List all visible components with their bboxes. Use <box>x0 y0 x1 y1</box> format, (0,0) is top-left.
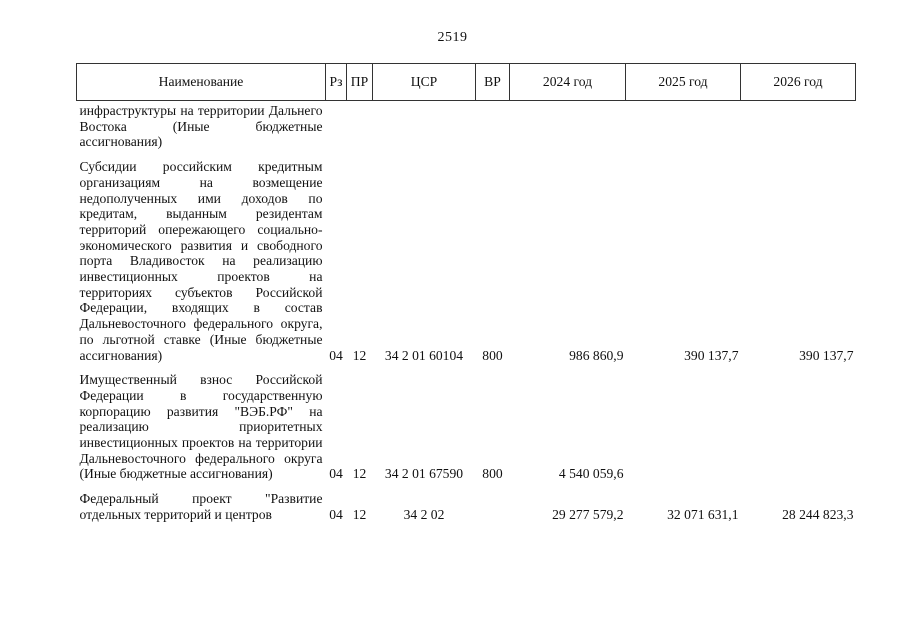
budget-table <box>76 63 856 523</box>
header-name: Наименование <box>77 64 326 101</box>
table-row <box>77 150 856 363</box>
row-pr: 12 <box>352 347 367 363</box>
row-csr <box>373 101 476 151</box>
row-2025 <box>626 101 741 151</box>
row-2026: 390 137,7 <box>799 347 854 363</box>
row-rz: 04 <box>329 466 343 482</box>
header-pr: ПР <box>347 64 373 101</box>
table-header-row <box>77 64 856 101</box>
row-2025: 32 071 631,1 <box>667 506 739 522</box>
page-number: 2519 <box>437 30 468 45</box>
row-name: Федеральный проект "Развитие отдельных территорий и центров <box>79 491 323 522</box>
row-2025 <box>626 363 741 482</box>
header-vr: ВР <box>476 64 510 101</box>
row-vr <box>476 101 510 151</box>
row-2026 <box>741 101 856 151</box>
header-csr: ЦСР <box>373 64 476 101</box>
row-csr: 34 2 01 67590 <box>384 466 464 482</box>
row-2025: 390 137,7 <box>684 347 739 363</box>
header-2024: 2024 год <box>510 64 626 101</box>
header-rz: Рз <box>326 64 347 101</box>
header-2025: 2025 год <box>626 64 741 101</box>
row-pr: 12 <box>352 506 367 522</box>
row-rz: 04 <box>329 347 343 363</box>
row-vr <box>476 482 510 522</box>
table-row <box>77 363 856 482</box>
row-pr: 12 <box>352 466 367 482</box>
row-rz: 04 <box>329 506 343 522</box>
row-vr: 800 <box>482 466 503 482</box>
row-pr <box>347 101 373 151</box>
row-2024: 986 860,9 <box>569 347 624 363</box>
row-name: Имущественный взнос Российской Федерации в государственную корпорацию развития "ВЭБ.РФ" на реализацию приоритетных инвестиционных проектов на территории Дальневосточного федерального округа (Иные бюджетные ассигнования) <box>79 372 323 482</box>
header-2026: 2026 год <box>741 64 856 101</box>
row-2024 <box>510 101 626 151</box>
row-csr: 34 2 01 60104 <box>384 347 464 363</box>
row-name: инфраструктуры на территории Дальнего Востока (Иные бюджетные ассигнования) <box>79 103 323 150</box>
table-row <box>77 482 856 522</box>
row-2024: 4 540 059,6 <box>558 466 624 482</box>
row-csr: 34 2 02 <box>403 506 445 522</box>
table-row <box>77 101 856 151</box>
row-vr: 800 <box>482 347 503 363</box>
row-rz <box>326 101 347 151</box>
row-2026: 28 244 823,3 <box>782 506 854 522</box>
row-name: Субсидии российским кредитным организациям на возмещение недополученных ими доходов по кредитам, выданным резидентам территорий опережающего социально-экономического развития и свободного порта Владивосток на реализацию инвестиционных проектов на территориях субъектов Российской Федерации, входящих в состав Дальневосточного федерального округа, по льготной ставке (Иные бюджетные ассигнования) <box>79 159 323 363</box>
row-2026 <box>741 363 856 482</box>
row-2024: 29 277 579,2 <box>552 506 624 522</box>
